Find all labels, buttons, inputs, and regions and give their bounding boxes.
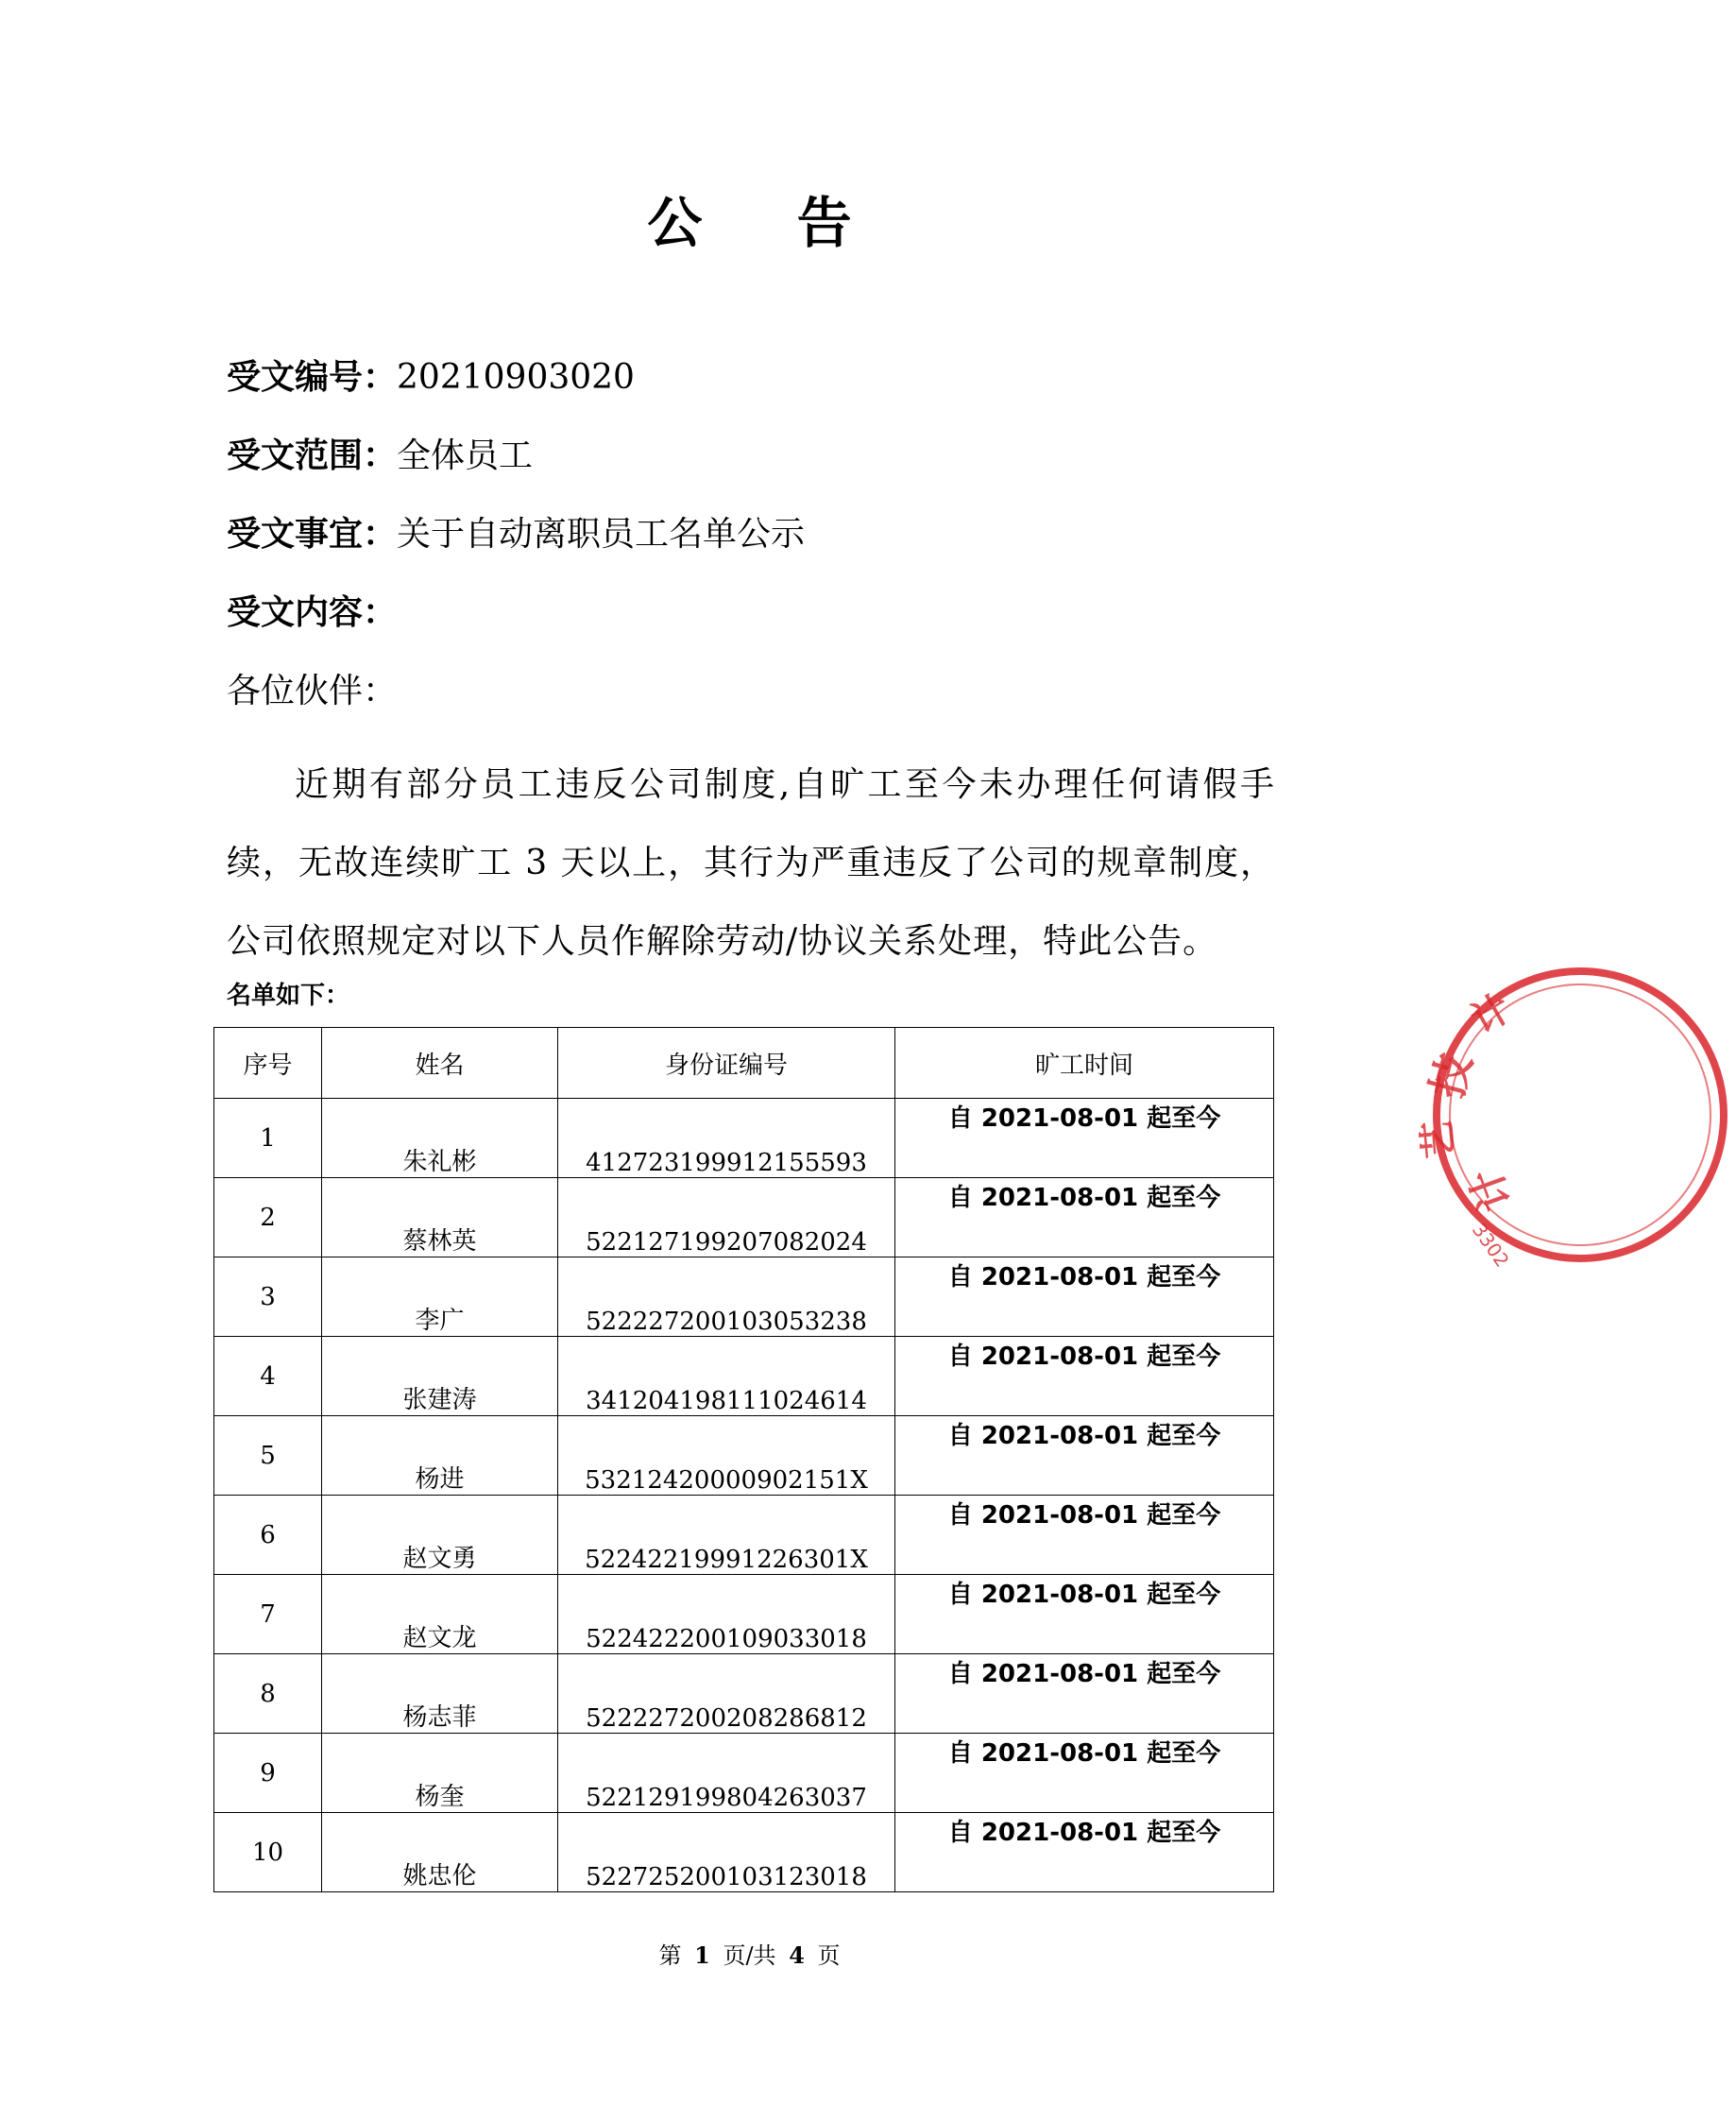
header-time: 旷工时间 (895, 1028, 1274, 1099)
svg-text:技: 技 (1421, 1048, 1482, 1103)
table-row (214, 1813, 1274, 1892)
footer-suffix: 页 (817, 1942, 841, 1969)
doc-subject-value: 关于自动离职员工名单公示 (397, 515, 806, 554)
row-name: 李广 (322, 1257, 558, 1337)
row-id-number: 522129199804263037 (558, 1734, 895, 1813)
row-absence-time: 自 2021-08-01 起至今 (895, 1257, 1274, 1337)
row-id-number: 522227200103053238 (558, 1257, 895, 1337)
row-number: 4 (214, 1337, 322, 1416)
employee-table (213, 1027, 1274, 1892)
row-name: 蔡林英 (322, 1178, 558, 1257)
footer-prefix: 第 (658, 1942, 682, 1969)
doc-scope-label: 受文范围： (227, 436, 398, 475)
company-seal-stamp (1415, 959, 1736, 1272)
table-row (214, 1178, 1274, 1257)
row-id-number: 522422200109033018 (558, 1575, 895, 1654)
header-id: 身份证编号 (558, 1028, 895, 1099)
row-absence-time: 自 2021-08-01 起至今 (895, 1337, 1274, 1416)
salutation: 各位伙伴： (227, 672, 398, 710)
table-row (214, 1099, 1274, 1178)
row-number: 2 (214, 1178, 322, 1257)
row-number: 3 (214, 1257, 322, 1337)
row-absence-time: 自 2021-08-01 起至今 (895, 1099, 1274, 1178)
row-id-number: 52242219991226301X (558, 1496, 895, 1575)
doc-scope-line (227, 433, 533, 480)
doc-content-line (227, 590, 397, 637)
row-name: 赵文勇 (322, 1496, 558, 1575)
row-name: 姚忠伦 (322, 1813, 558, 1892)
row-number: 7 (214, 1575, 322, 1654)
row-absence-time: 自 2021-08-01 起至今 (895, 1813, 1274, 1892)
row-name: 张建涛 (322, 1337, 558, 1416)
doc-subject-label: 受文事宜： (227, 515, 398, 554)
row-number: 1 (214, 1099, 322, 1178)
row-number: 10 (214, 1813, 322, 1892)
row-number: 6 (214, 1496, 322, 1575)
row-absence-time: 自 2021-08-01 起至今 (895, 1654, 1274, 1734)
row-name: 杨进 (322, 1416, 558, 1496)
table-row (214, 1416, 1274, 1496)
footer-middle: 页/共 (723, 1942, 776, 1969)
table-row (214, 1496, 1274, 1575)
row-id-number: 53212420000902151X (558, 1416, 895, 1496)
table-row (214, 1337, 1274, 1416)
row-absence-time: 自 2021-08-01 起至今 (895, 1178, 1274, 1257)
row-name: 朱礼彬 (322, 1099, 558, 1178)
row-absence-time: 自 2021-08-01 起至今 (895, 1575, 1274, 1654)
svg-text:艺: 艺 (1415, 1119, 1462, 1161)
doc-number-line (227, 354, 635, 402)
row-number: 5 (214, 1416, 322, 1496)
table-row (214, 1654, 1274, 1734)
row-absence-time: 自 2021-08-01 起至今 (895, 1416, 1274, 1496)
footer-total-pages: 4 (789, 1941, 805, 1969)
list-heading: 名单如下： (227, 982, 350, 1010)
row-id-number: 522227200208286812 (558, 1654, 895, 1734)
header-name: 姓名 (322, 1028, 558, 1099)
seal-serial-text: 3302 (1467, 1219, 1514, 1272)
table-row (214, 1734, 1274, 1813)
doc-number-label: 受文编号： (227, 358, 398, 397)
body-paragraph: 近期有部分员工违反公司制度,自旷工至今未办理任何请假手续，无故连续旷工 3 天以上，其行为严重违反了公司的规章制度，公司依照规定对以下人员作解除劳动/协议关系处理，特此公告。 (227, 765, 1275, 961)
doc-scope-value: 全体员工 (397, 436, 534, 475)
row-number: 9 (214, 1734, 322, 1813)
footer-current-page: 1 (694, 1941, 710, 1969)
row-id-number: 522127199207082024 (558, 1178, 895, 1257)
doc-subject-line (227, 511, 805, 558)
row-id-number: 341204198111024614 (558, 1337, 895, 1416)
row-id-number: 522725200103123018 (558, 1813, 895, 1892)
table-row (214, 1257, 1274, 1337)
svg-text:计: 计 (1461, 1161, 1522, 1218)
row-name: 杨奎 (322, 1734, 558, 1813)
row-id-number: 412723199912155593 (558, 1099, 895, 1178)
doc-number-value: 20210903020 (397, 358, 635, 397)
doc-content-label: 受文内容： (227, 593, 398, 632)
table-row (214, 1575, 1274, 1654)
svg-text:计: 计 (1464, 985, 1519, 1043)
table-header-row (214, 1028, 1274, 1099)
row-name: 赵文龙 (322, 1575, 558, 1654)
row-absence-time: 自 2021-08-01 起至今 (895, 1496, 1274, 1575)
row-name: 杨志菲 (322, 1654, 558, 1734)
row-absence-time: 自 2021-08-01 起至今 (895, 1734, 1274, 1813)
header-no: 序号 (214, 1028, 322, 1099)
row-number: 8 (214, 1654, 322, 1734)
page-title: 公 告 (647, 191, 890, 255)
page-footer (0, 1940, 1499, 1972)
